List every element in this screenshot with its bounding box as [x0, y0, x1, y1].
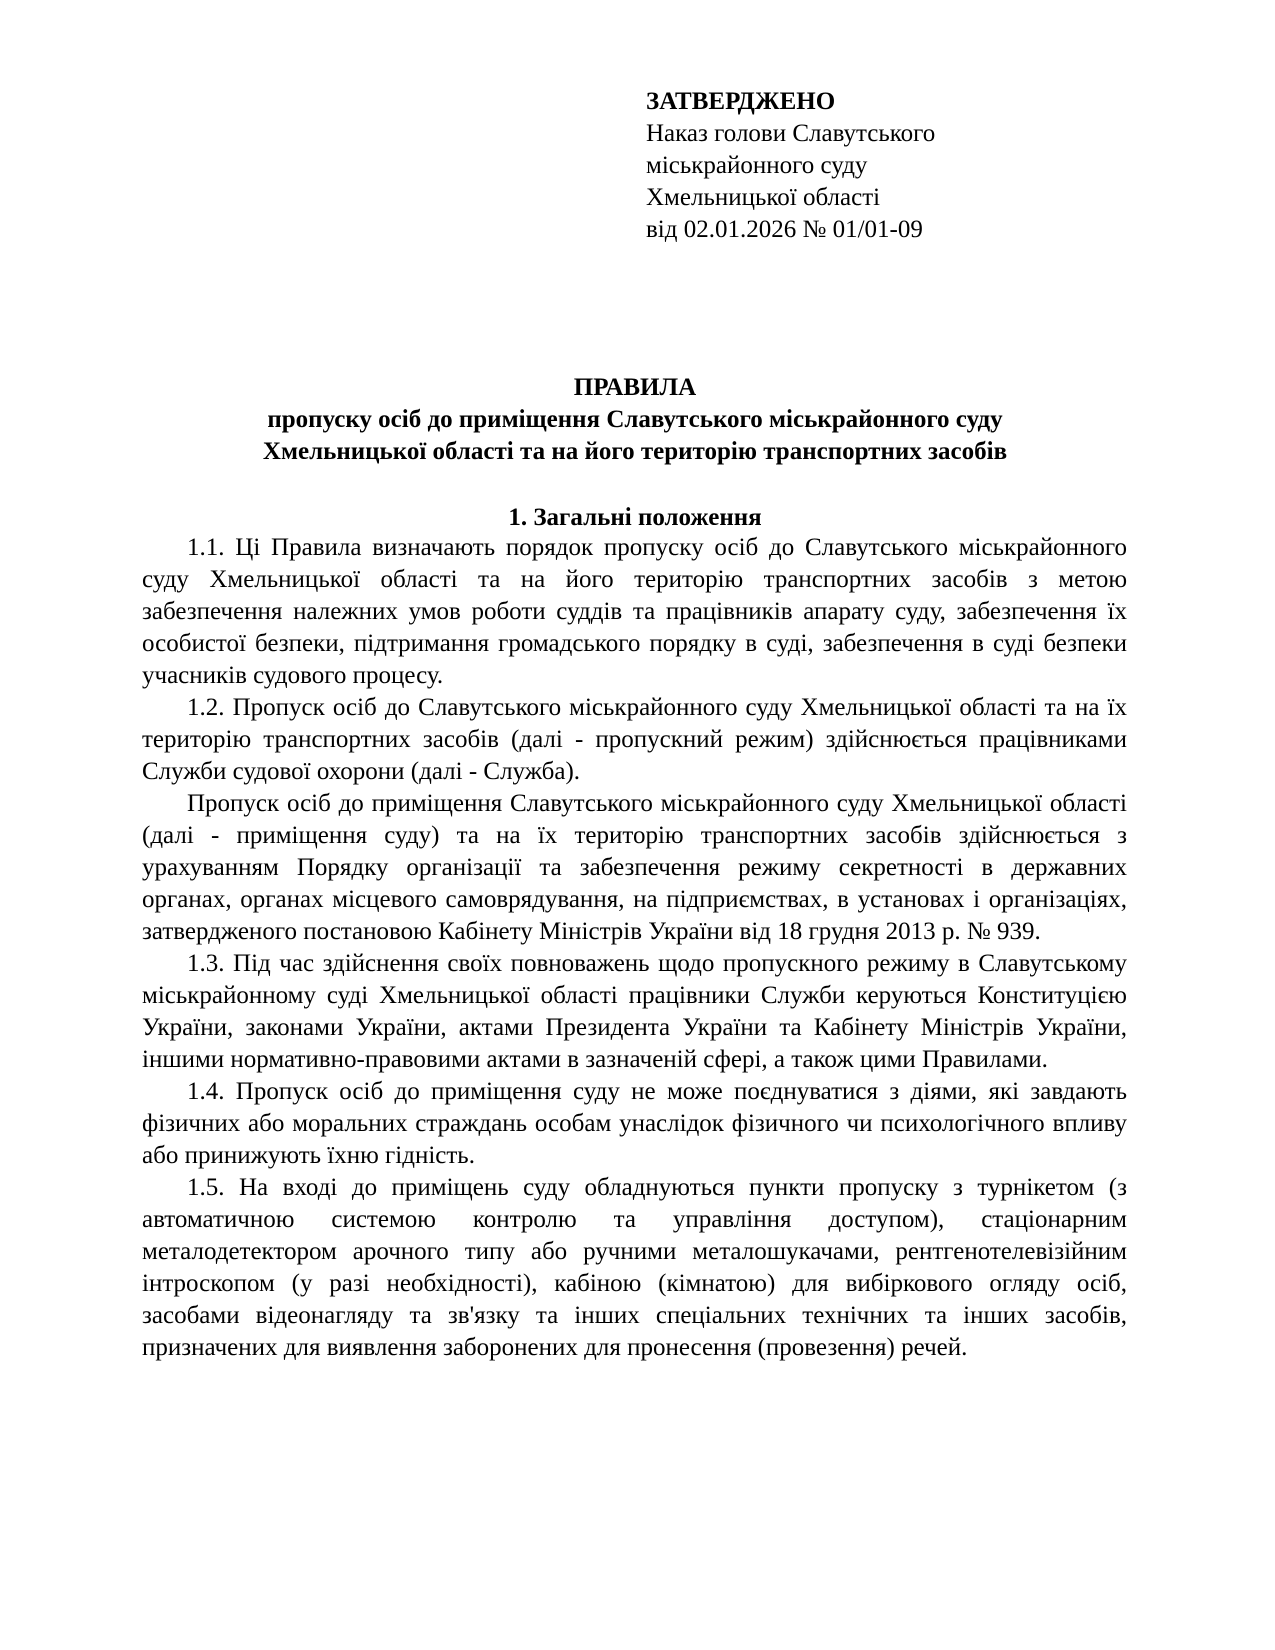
section-body	[142, 532, 1127, 1364]
approval-stamp: ЗАТВЕРДЖЕНО	[646, 88, 836, 115]
approval-line: Наказ голови Славутського	[646, 120, 936, 147]
paragraph-1-2-continued: Пропуск осіб до приміщення Славутського міськрайонного суду Хмельницької області (далі - приміщення суду) та на їх територію транспортних засобів здійснюється з урахуванням Порядку організації та забезпечення режиму секретності в державних органах, органах місцевого самоврядування, на підприємствах, в установах і організаціях, затвердженого постановою Кабінету Міністрів України від 18 грудня 2013 р. № 939.	[142, 790, 1127, 945]
section-heading: 1. Загальні положення	[508, 504, 762, 531]
paragraph-1-4: 1.4. Пропуск осіб до приміщення суду не може поєднуватися з діями, які завдають фізичних або моральних страждань особам унаслідок фізичного чи психологічного впливу або принижують їхню гідність.	[142, 1078, 1127, 1169]
paragraph-1-1: 1.1. Ці Правила визначають порядок пропуску осіб до Славутського міськрайонного суду Хмельницької області та на його територію транспортних засобів з метою забезпечення належних умов роботи суддів та працівників апарату суду, забезпечення їх особистої безпеки, підтримання громадського порядку в суді, забезпечення в суді безпеки учасників судового процесу.	[142, 534, 1127, 689]
approval-line: від 02.01.2026 № 01/01-09	[646, 216, 923, 243]
approval-line: Хмельницької області	[646, 184, 881, 211]
paragraph-1-3: 1.3. Під час здійснення своїх повноважень щодо пропускного режиму в Славутському міськрайонному суді Хмельницької області працівники Служби керуються Конституцією України, законами України, актами Президента України та Кабінету Міністрів України, іншими нормативно-правовими актами в зазначеній сфері, а також цими Правилами.	[142, 950, 1127, 1073]
document-title	[140, 372, 1130, 468]
title-heading: ПРАВИЛА	[573, 374, 697, 401]
paragraph-1-5: 1.5. На вході до приміщень суду обладнуються пункти пропуску з турнікетом (з автоматичною системою контролю та управління доступом), стаціонарним металодетектором арочного типу або ручними металошукачами, рентгенотелевізійним інтроскопом (у разі необхідності), кабіною (кімнатою) для вибіркового огляду осіб, засобами відеонагляду та зв'язку та інших спеціальних технічних та інших засобів, призначених для виявлення заборонених для пронесення (провезення) речей.	[142, 1174, 1127, 1361]
paragraph-1-2: 1.2. Пропуск осіб до Славутського міськрайонного суду Хмельницької області та на їх територію транспортних засобів (далі - пропускний режим) здійснюється працівниками Служби судової охорони (далі - Служба).	[142, 694, 1127, 785]
approval-block	[646, 86, 935, 246]
title-subtitle-line: пропуску осіб до приміщення Славутського міськрайонного суду	[267, 406, 1003, 433]
approval-line: міськрайонного суду	[646, 152, 868, 179]
title-subtitle-line: Хмельницької області та на його територію транспортних засобів	[262, 438, 1008, 465]
